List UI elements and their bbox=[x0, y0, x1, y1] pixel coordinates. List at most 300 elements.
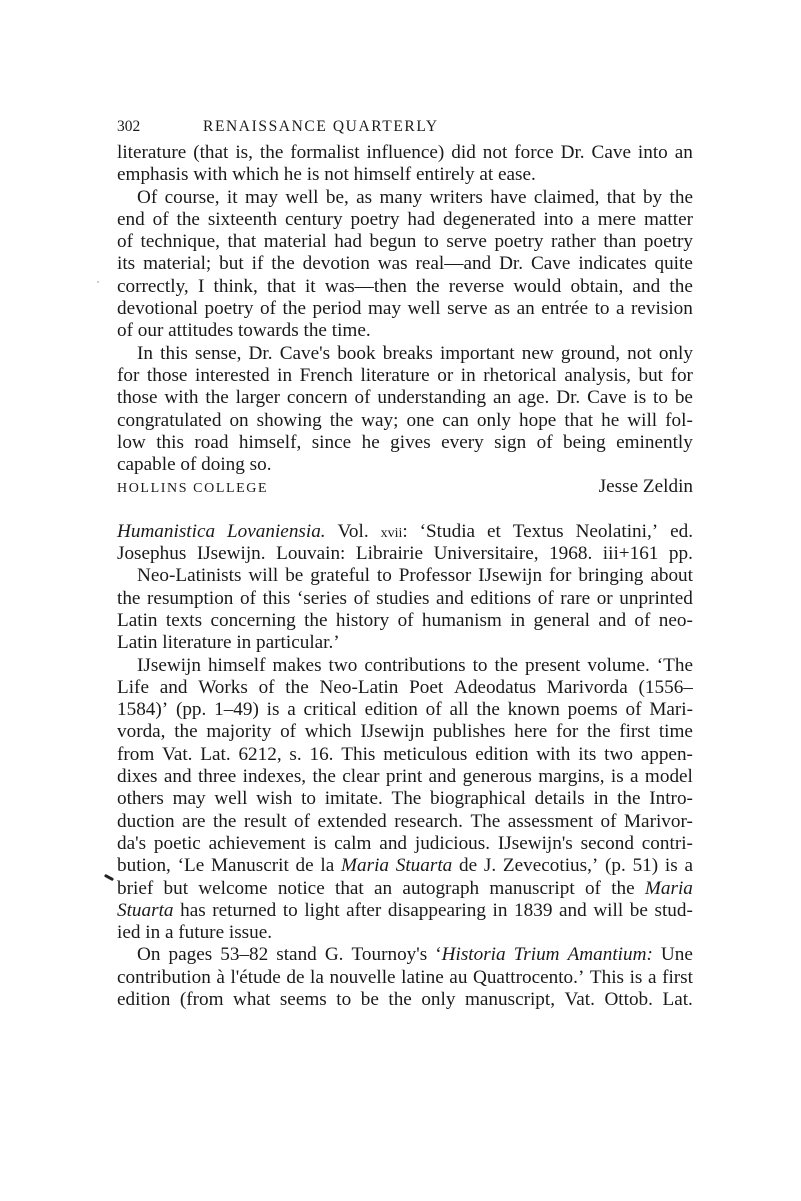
word: fol- bbox=[665, 409, 693, 431]
word: into bbox=[543, 208, 574, 230]
word: of bbox=[584, 877, 601, 899]
word: showing bbox=[256, 409, 322, 431]
word: Mari- bbox=[649, 699, 693, 721]
word: assessment bbox=[507, 810, 594, 832]
word: breaks bbox=[382, 342, 433, 364]
word: contributions bbox=[364, 654, 466, 676]
word: into bbox=[637, 142, 668, 163]
text-line bbox=[117, 209, 693, 231]
word: age. bbox=[517, 387, 550, 409]
word: ground, bbox=[560, 342, 621, 364]
running-head bbox=[117, 114, 693, 142]
word: Vat. bbox=[162, 743, 193, 765]
word: Maria bbox=[644, 877, 693, 899]
word: disappearing bbox=[387, 899, 486, 921]
word: but bbox=[163, 877, 189, 899]
word: is, bbox=[235, 142, 253, 163]
word: iii+161 bbox=[602, 543, 659, 565]
word: l'étude bbox=[230, 966, 281, 988]
word: Lovaniensia. bbox=[227, 520, 326, 542]
word: ‘Studia bbox=[419, 520, 476, 542]
word: would bbox=[513, 275, 562, 297]
word: IJsewijn bbox=[137, 654, 201, 676]
word: margins, bbox=[538, 766, 605, 788]
word: J. bbox=[483, 855, 497, 877]
word: Cave bbox=[591, 142, 631, 163]
word: is bbox=[266, 699, 280, 721]
word: those bbox=[117, 387, 158, 409]
word: Stuarta bbox=[395, 855, 453, 877]
word: in bbox=[510, 609, 526, 631]
word: well bbox=[214, 788, 248, 810]
word: material; bbox=[143, 253, 212, 275]
word: for bbox=[117, 364, 140, 386]
word: stand bbox=[276, 944, 317, 966]
word: an bbox=[674, 142, 693, 163]
word: interested bbox=[194, 364, 270, 386]
word: of bbox=[397, 609, 414, 631]
word: contri- bbox=[641, 832, 693, 854]
word: it bbox=[226, 186, 238, 208]
word: from bbox=[117, 743, 155, 765]
word: here bbox=[514, 721, 548, 743]
word: Professor bbox=[398, 565, 472, 587]
word: grateful bbox=[310, 565, 370, 587]
word: de bbox=[286, 966, 305, 988]
word: the bbox=[476, 699, 500, 721]
word: obtain, bbox=[570, 275, 624, 297]
word: Life bbox=[117, 676, 149, 698]
text-line bbox=[117, 855, 693, 877]
word: think, bbox=[213, 275, 258, 297]
word: Josephus bbox=[117, 543, 187, 565]
word: will bbox=[627, 409, 658, 431]
word: Marivorda bbox=[546, 676, 628, 698]
word: material bbox=[263, 231, 327, 253]
word: Manuscrit bbox=[210, 855, 289, 877]
word: the bbox=[611, 877, 635, 899]
citation-line-1 bbox=[117, 521, 693, 543]
word: wish bbox=[256, 788, 293, 810]
word: Latin bbox=[117, 609, 158, 631]
word: have bbox=[490, 186, 527, 208]
text-line bbox=[117, 766, 693, 788]
word: On bbox=[137, 944, 161, 966]
pencil-margin-mark bbox=[104, 874, 114, 881]
text-line bbox=[117, 432, 693, 454]
word: autograph bbox=[402, 877, 480, 899]
word: and bbox=[559, 899, 587, 921]
word: formalist bbox=[290, 142, 360, 163]
word: resumption bbox=[147, 587, 234, 609]
word: rare bbox=[560, 587, 591, 609]
word: Vat. bbox=[564, 988, 595, 1010]
word: did bbox=[451, 142, 476, 163]
word: the bbox=[117, 587, 141, 609]
word: since bbox=[311, 431, 352, 453]
word: (1556– bbox=[638, 676, 693, 698]
word: a bbox=[630, 766, 639, 788]
word: pp. bbox=[668, 543, 693, 565]
word: contribution bbox=[117, 966, 211, 988]
word: model bbox=[644, 766, 693, 788]
word: In bbox=[137, 342, 153, 364]
word: Louvain: bbox=[276, 543, 346, 565]
word: to bbox=[336, 988, 352, 1010]
word: achievement bbox=[208, 832, 306, 854]
word: is bbox=[313, 832, 327, 854]
word: for bbox=[670, 364, 693, 386]
word: hope bbox=[519, 409, 557, 431]
word: imitate. bbox=[324, 788, 383, 810]
word: to bbox=[376, 565, 392, 587]
word: second bbox=[580, 832, 634, 854]
word: if bbox=[251, 253, 264, 275]
word: course, bbox=[164, 186, 220, 208]
word: Librairie bbox=[355, 543, 424, 565]
word: matter bbox=[643, 208, 693, 230]
word: and bbox=[163, 766, 192, 788]
word: an bbox=[492, 387, 512, 409]
text-line bbox=[117, 900, 693, 922]
word: revision bbox=[631, 298, 693, 320]
word: welcome bbox=[198, 877, 268, 899]
word: extended bbox=[317, 810, 387, 832]
word: of bbox=[600, 810, 617, 832]
word: generous bbox=[462, 766, 532, 788]
word: 53–82 bbox=[220, 944, 269, 966]
word: and bbox=[598, 609, 627, 631]
word: Dr. bbox=[248, 342, 273, 364]
word: and bbox=[436, 587, 464, 609]
word: s. bbox=[289, 743, 302, 765]
text-line bbox=[117, 744, 693, 766]
word: Universitaire, bbox=[433, 543, 539, 565]
review-zeldin bbox=[117, 142, 693, 476]
word: the bbox=[388, 988, 412, 1010]
word: the bbox=[669, 275, 693, 297]
text-line bbox=[117, 610, 693, 632]
word: mere bbox=[597, 208, 637, 230]
word: Stuarta bbox=[117, 899, 174, 921]
word: devotional bbox=[117, 298, 198, 320]
word: da's bbox=[117, 832, 147, 854]
word: biographical bbox=[430, 788, 526, 810]
word: one bbox=[406, 409, 435, 431]
word: of bbox=[152, 208, 169, 230]
word: in bbox=[277, 364, 293, 386]
word: a bbox=[616, 298, 625, 320]
text-line bbox=[117, 410, 693, 432]
word: rhetorical bbox=[483, 364, 557, 386]
word: de bbox=[459, 855, 478, 877]
reviewer-name: Jesse Zeldin bbox=[598, 476, 693, 498]
word: Neolatini,’ bbox=[575, 520, 659, 542]
word: force bbox=[514, 142, 554, 163]
word: French bbox=[299, 364, 353, 386]
text-line bbox=[117, 298, 693, 320]
word: quite bbox=[654, 253, 693, 275]
word: print bbox=[385, 766, 423, 788]
word: eminently bbox=[616, 431, 693, 453]
word: this bbox=[262, 587, 291, 609]
word: road bbox=[194, 431, 229, 453]
word: but bbox=[219, 253, 244, 275]
word: studies bbox=[376, 587, 430, 609]
word: understanding bbox=[377, 387, 487, 409]
word: technique, bbox=[140, 231, 220, 253]
text-line bbox=[117, 320, 693, 342]
word: Lat. bbox=[662, 988, 693, 1010]
text-line bbox=[117, 989, 693, 1011]
word: Quattrocento.’ bbox=[472, 966, 585, 988]
word: congratulated bbox=[117, 409, 222, 431]
word: à bbox=[216, 966, 225, 988]
text-line bbox=[117, 588, 693, 610]
word: texts bbox=[165, 609, 203, 631]
word: ed. bbox=[670, 520, 693, 542]
word: volume. bbox=[587, 654, 650, 676]
word: analysis, bbox=[564, 364, 631, 386]
word: present bbox=[524, 654, 581, 676]
word: what bbox=[233, 988, 271, 1010]
word: he bbox=[601, 409, 620, 431]
word: Poet bbox=[409, 676, 444, 698]
word: a bbox=[287, 699, 296, 721]
word: of bbox=[353, 587, 370, 609]
word: all bbox=[449, 699, 469, 721]
word: are bbox=[182, 810, 206, 832]
word: only bbox=[421, 988, 456, 1010]
word: not bbox=[627, 342, 652, 364]
word: ‘Historia bbox=[435, 944, 506, 966]
word: returned bbox=[212, 899, 277, 921]
text-line bbox=[117, 343, 693, 365]
word: of bbox=[634, 609, 651, 631]
word: low bbox=[117, 431, 146, 453]
word: IJsewijn. bbox=[196, 543, 266, 565]
word: Adeodatus bbox=[453, 676, 537, 698]
word: Dr. bbox=[560, 142, 585, 163]
word: the bbox=[176, 208, 200, 230]
word: had bbox=[407, 208, 436, 230]
scan-speck bbox=[97, 281, 99, 283]
word: way; bbox=[361, 409, 399, 431]
word: two bbox=[604, 743, 633, 765]
word: Zevecotius,’ bbox=[502, 855, 599, 877]
word: entrée bbox=[541, 298, 589, 320]
word: has bbox=[180, 899, 206, 921]
word: Dr. bbox=[499, 253, 524, 275]
text-line bbox=[117, 699, 693, 721]
word: and bbox=[632, 275, 661, 297]
word: Cave bbox=[587, 387, 627, 409]
word: unprinted bbox=[619, 587, 693, 609]
text-line bbox=[117, 655, 693, 677]
word: to bbox=[423, 231, 439, 253]
word: first bbox=[619, 721, 651, 743]
word: and bbox=[159, 676, 188, 698]
word: Cave's bbox=[279, 342, 331, 364]
word: of bbox=[117, 231, 133, 253]
word: notice bbox=[277, 877, 325, 899]
word: himself bbox=[207, 654, 266, 676]
word: duction bbox=[117, 810, 175, 832]
text-line bbox=[117, 454, 693, 476]
word: is bbox=[610, 766, 624, 788]
word: in bbox=[460, 364, 476, 386]
word: of bbox=[280, 721, 297, 743]
word: in bbox=[492, 899, 508, 921]
text-line bbox=[117, 164, 693, 186]
word: concerning bbox=[210, 609, 296, 631]
word: the bbox=[617, 788, 641, 810]
word: may bbox=[368, 298, 402, 320]
text-line bbox=[117, 632, 693, 654]
word: end bbox=[117, 208, 145, 230]
word: concern bbox=[286, 387, 348, 409]
word: the bbox=[285, 676, 309, 698]
text-line bbox=[117, 788, 693, 810]
word: time bbox=[658, 721, 693, 743]
text-line bbox=[117, 967, 693, 989]
word: many bbox=[379, 186, 423, 208]
word: The bbox=[391, 788, 422, 810]
word: or bbox=[437, 364, 454, 386]
line-text: Latin literature in particular.’ bbox=[117, 632, 340, 654]
text-line bbox=[117, 922, 693, 944]
word: important bbox=[439, 342, 515, 364]
word: neo- bbox=[658, 609, 693, 631]
word: humanism bbox=[421, 609, 502, 631]
word: degenerated bbox=[442, 208, 536, 230]
word: that bbox=[334, 877, 364, 899]
word: writers bbox=[429, 186, 483, 208]
word: majority bbox=[206, 721, 272, 743]
word: of bbox=[425, 699, 442, 721]
reviewer-affiliation: HOLLINS COLLEGE bbox=[117, 481, 269, 497]
word: was bbox=[377, 253, 408, 275]
word: poetry bbox=[350, 208, 400, 230]
word: to bbox=[301, 788, 316, 810]
word: in bbox=[593, 788, 609, 810]
word: it bbox=[304, 275, 316, 297]
section-gap bbox=[117, 499, 693, 521]
word: result bbox=[243, 810, 287, 832]
word: not bbox=[482, 142, 508, 163]
word: sixteenth bbox=[207, 208, 278, 230]
word: the bbox=[212, 810, 237, 832]
word: the bbox=[259, 142, 284, 163]
word: de bbox=[295, 855, 314, 877]
word: Dr. bbox=[556, 387, 581, 409]
word: serve bbox=[447, 298, 488, 320]
word: 1584)’ bbox=[117, 699, 169, 721]
word: editions bbox=[470, 587, 532, 609]
journal-page bbox=[117, 114, 693, 1011]
word: indicates bbox=[578, 253, 647, 275]
word: is bbox=[664, 855, 678, 877]
word: to bbox=[594, 298, 610, 320]
word: critical bbox=[303, 699, 357, 721]
word: on bbox=[229, 409, 249, 431]
word: poems bbox=[567, 699, 618, 721]
word: be bbox=[285, 565, 304, 587]
text-line bbox=[117, 833, 693, 855]
signature-row bbox=[117, 476, 693, 498]
word: the bbox=[312, 766, 336, 788]
word: claimed, bbox=[533, 186, 600, 208]
word: for bbox=[549, 565, 572, 587]
word: Vol. bbox=[337, 520, 369, 542]
word: for bbox=[555, 721, 579, 743]
word: influence) bbox=[366, 142, 445, 163]
word: Of bbox=[137, 186, 158, 208]
word: seems bbox=[279, 988, 327, 1010]
text-line bbox=[117, 142, 693, 164]
word: literature bbox=[117, 142, 187, 163]
word: a bbox=[581, 208, 590, 230]
word: after bbox=[346, 899, 382, 921]
word: IJsewijn bbox=[360, 721, 425, 743]
word: but bbox=[638, 364, 664, 386]
word: is bbox=[633, 387, 647, 409]
word: to bbox=[282, 899, 298, 921]
word: Neo-Latin bbox=[319, 676, 399, 698]
word: Cave bbox=[530, 253, 571, 275]
word: may bbox=[244, 186, 279, 208]
text-line bbox=[117, 187, 693, 209]
word: may bbox=[172, 788, 206, 810]
word: be bbox=[629, 899, 648, 921]
text-line bbox=[117, 878, 693, 900]
line-text: emphasis with which he is not himself entirely at ease. bbox=[117, 164, 536, 186]
word: by bbox=[642, 186, 663, 208]
word: the bbox=[174, 721, 198, 743]
text-line bbox=[117, 565, 693, 587]
word: known bbox=[507, 699, 560, 721]
word: be bbox=[674, 387, 693, 409]
text-line bbox=[117, 276, 693, 298]
word: of bbox=[625, 699, 642, 721]
word: an bbox=[374, 877, 393, 899]
word: Works bbox=[198, 676, 248, 698]
word: research. bbox=[394, 810, 463, 832]
word: can bbox=[442, 409, 469, 431]
word: a bbox=[684, 855, 693, 877]
word: the bbox=[304, 609, 328, 631]
word: of bbox=[258, 676, 275, 698]
word: dixes bbox=[117, 766, 158, 788]
word: et bbox=[486, 520, 501, 542]
word: that bbox=[564, 409, 594, 431]
word: that bbox=[227, 231, 257, 253]
word: Humanistica bbox=[117, 520, 216, 542]
word: poetry bbox=[494, 231, 544, 253]
word: xvii: bbox=[380, 520, 408, 542]
word: reverse bbox=[448, 275, 505, 297]
word: Lat. bbox=[200, 743, 231, 765]
word: larger bbox=[235, 387, 281, 409]
word: the bbox=[494, 654, 518, 676]
word: la bbox=[310, 966, 324, 988]
word: la bbox=[320, 855, 335, 877]
word: every bbox=[441, 431, 484, 453]
word: The bbox=[470, 810, 501, 832]
word: edition bbox=[117, 988, 171, 1010]
word: judicious. bbox=[414, 832, 491, 854]
word: had bbox=[334, 231, 362, 253]
